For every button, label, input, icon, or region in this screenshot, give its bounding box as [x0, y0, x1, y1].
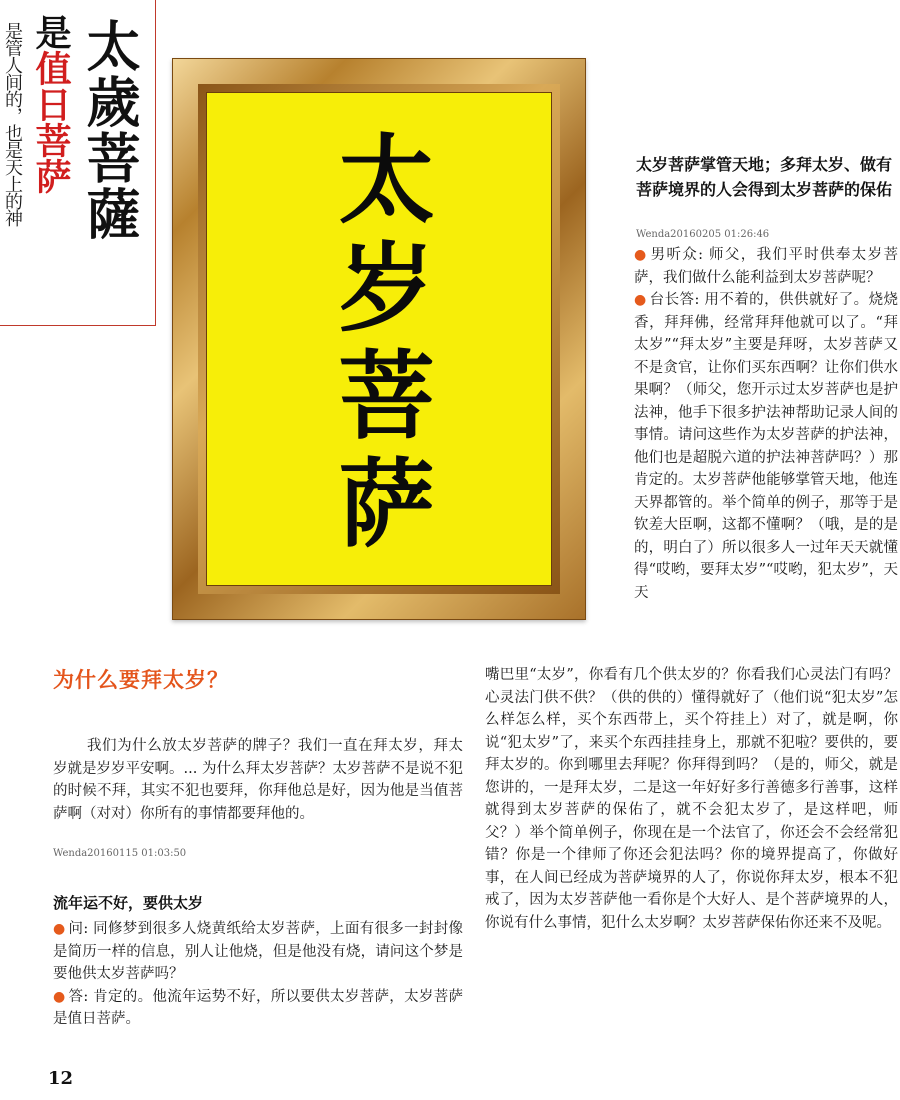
title-box — [0, 0, 156, 326]
left-answer-text: 肯定的。他流年运势不好，所以要供太岁菩萨，太岁菩萨是值日菩萨。 — [53, 988, 464, 1027]
plaque-board — [206, 92, 552, 586]
right-answer-label: 台长答: — [649, 292, 700, 308]
title-red-prefix: 是 — [30, 14, 71, 50]
title-red-column — [30, 14, 70, 194]
plaque-text: 太岁菩萨 — [323, 129, 436, 561]
right-question-text: 师父，我们平时供奉太岁菩萨，我们做什么能利益到太岁菩萨呢？ — [634, 247, 899, 286]
title-subtitle: 是管人间的，也是天上的神 — [2, 22, 23, 226]
bullet-icon: ● — [634, 247, 648, 263]
left-question-label: 问: — [68, 921, 89, 937]
frame-inner — [198, 84, 560, 594]
left-article-body: 我们为什么放太岁菩萨的牌子？我们一直在拜太岁，拜太岁就是岁岁平安啊。... 为什么拜太岁菩萨？太岁菩萨不是说不犯的时候不拜，其实不犯也要拜，你拜他总是好，因为他是当值菩萨啊（对对）你所有的事情都要拜他的。 — [53, 738, 463, 822]
left-subheading: 流年运不好，要供太岁 — [53, 894, 204, 912]
left-question-text: 同修梦到很多人烧黄纸给太岁菩萨，上面有很多一封封像是简历一样的信息，别人让他烧，但是他没有烧，请问这个梦是要他供太岁菩萨吗？ — [53, 921, 464, 982]
bullet-icon: ● — [53, 988, 66, 1005]
right-article-stamp: Wenda20160205 01:26:46 — [636, 229, 770, 240]
right-answer-text: 用不着的，供供就好了。烧烧香，拜拜佛，经常拜拜他就可以了。“拜太岁”“拜太岁”主要是拜呀，太岁菩萨又不是贪官，让你们买东西啊？让你们供水果啊？（师父，您开示过太岁菩萨也是护法神，他手下很多护法神帮助记录人间的事情。请问这些作为太岁菩萨的护法神，他们也是超脱六道的护法神菩萨吗？）那肯定的。太岁菩萨他能够掌管天地，他连天界都管的。举个简单的例子，那等于是钦差大臣啊，这都不懂啊？（哦，是的是的，明白了）所以很多人一过年天天就懂得“哎哟，要拜太岁”“哎哟，犯太岁”，天天 — [634, 292, 899, 601]
left-qa-block — [53, 918, 463, 1031]
left-article-stamp: Wenda20160115 01:03:50 — [53, 848, 187, 859]
bullet-icon: ● — [53, 921, 66, 937]
right-article-body-2: 嘴巴里“太岁”，你看有几个供太岁的？你看我们心灵法门有吗？心灵法门供不供？（供的供的）懂得就好了（他们说“犯太岁”怎么样怎么样，买个东西带上，买个符挂上）对了，就是啊，你说“犯太岁”了，来买个东西挂挂身上，那就不犯啦？要供的，要拜太岁的。你到哪里去拜呢？你拜得到吗？（是的，师父，就是您讲的，一是拜太岁，二是这一年好好多行善德多行善事，这样就得到太岁菩萨的保佑了，就不会犯太岁了，是这样吧，师父？）举个简单例子，你现在是一个法官了，你还会不会经常犯错？你是一个律师了你还会犯法吗？你的境界提高了，你做好事，在人间已经成为菩萨境界的人了，你说你拜太岁，根本不犯戒了，因为太岁菩萨他一看你是个大好人、是个菩萨境界的人，你说有什么事情，犯什么太岁啊？太岁菩萨保佑你还来不及呢。 — [485, 667, 898, 931]
page-number: 12 — [48, 1068, 74, 1089]
right-article-body-1 — [634, 244, 898, 604]
right-question — [634, 244, 898, 289]
right-question-label: 男听众: — [650, 247, 704, 263]
left-answer-label: 答: — [68, 988, 89, 1005]
right-answer — [634, 289, 898, 604]
left-article-heading: 为什么要拜太岁？ — [53, 668, 229, 692]
framed-plaque — [172, 58, 586, 620]
bullet-icon: ● — [634, 292, 647, 308]
right-article-heading: 太岁菩萨掌管天地；多拜太岁、做有菩萨境界的人会得到太岁菩萨的保佑 — [636, 155, 893, 199]
left-question — [53, 918, 463, 986]
left-answer — [53, 986, 463, 1031]
title-main: 太歲菩薩 — [78, 18, 142, 242]
title-red-main: 值日菩萨 — [30, 50, 71, 194]
